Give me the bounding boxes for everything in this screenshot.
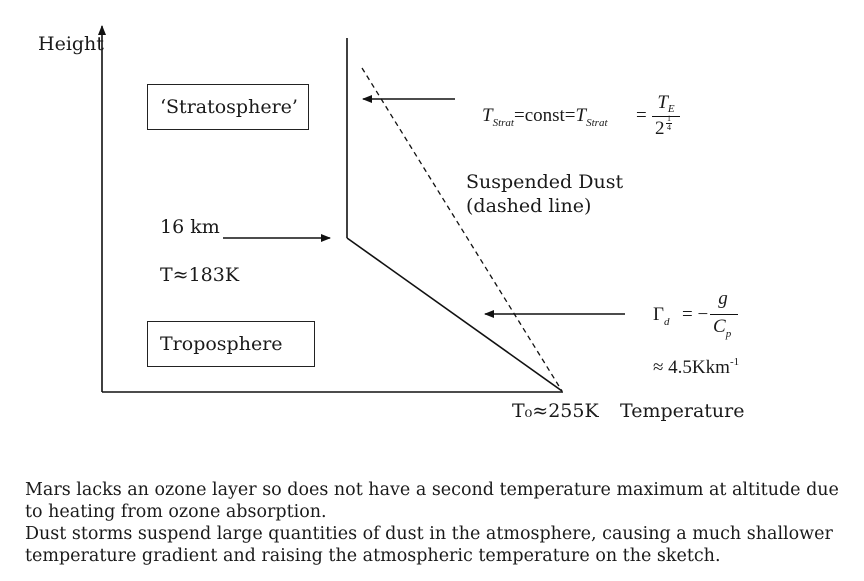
y-axis-label: Height <box>38 33 104 55</box>
surface-temp-label: T₀≈255K <box>512 400 599 422</box>
lapse-eq: = − <box>682 304 709 325</box>
strat-exp-num: 1 <box>667 114 671 123</box>
troposphere-label: Troposphere <box>160 333 283 355</box>
x-axis-label: Temperature <box>620 400 745 422</box>
strat-denominator: 2 <box>655 118 665 139</box>
tropopause-temp-label: T≈183K <box>160 264 240 286</box>
caption-line2: Dust storms suspend large quantities of dust in the atmosphere, causing a much shallower temperature gradient and raising the atmospheric temperature on the sketch. <box>25 524 833 566</box>
tropopause-height-label: 16 km <box>160 216 220 238</box>
strat-sub: Strat <box>492 117 514 129</box>
lapse-denominator: C <box>713 316 726 337</box>
strat-exp-den: 4 <box>667 123 671 132</box>
strat-T: T <box>482 105 493 126</box>
lapse-denominator-sub: p <box>725 328 732 340</box>
lapse-gamma-sub: d <box>663 316 670 328</box>
strat-temp-formula <box>482 92 692 156</box>
strat-numerator-T: T <box>657 92 668 113</box>
stratosphere-box <box>147 84 309 130</box>
caption-line1: Mars lacks an ozone layer so does not have a second temperature maximum at altitude due to heating from ozone absorption. <box>25 480 839 522</box>
lapse-value-exp: -1 <box>729 356 740 368</box>
lapse-value: ≈ 4.5Kkm <box>653 357 730 378</box>
strat-eq: = <box>636 105 647 126</box>
lapse-gamma: Γ <box>653 304 664 325</box>
dust-note-line2: (dashed line) <box>466 195 592 217</box>
lapse-rate-formula <box>650 288 760 382</box>
troposphere-box <box>147 321 315 367</box>
lapse-fraction-bar <box>710 314 738 315</box>
strat-eq-const: =const= <box>513 105 576 126</box>
strat-numerator-sub: E <box>667 103 675 115</box>
dust-note-line1: Suspended Dust <box>466 171 624 193</box>
stratosphere-label: ‘Stratosphere’ <box>160 96 298 118</box>
strat-T-2: T <box>575 105 587 126</box>
lapse-numerator: g <box>718 288 728 309</box>
strat-sub-2: Strat <box>586 117 608 129</box>
caption <box>25 479 855 567</box>
